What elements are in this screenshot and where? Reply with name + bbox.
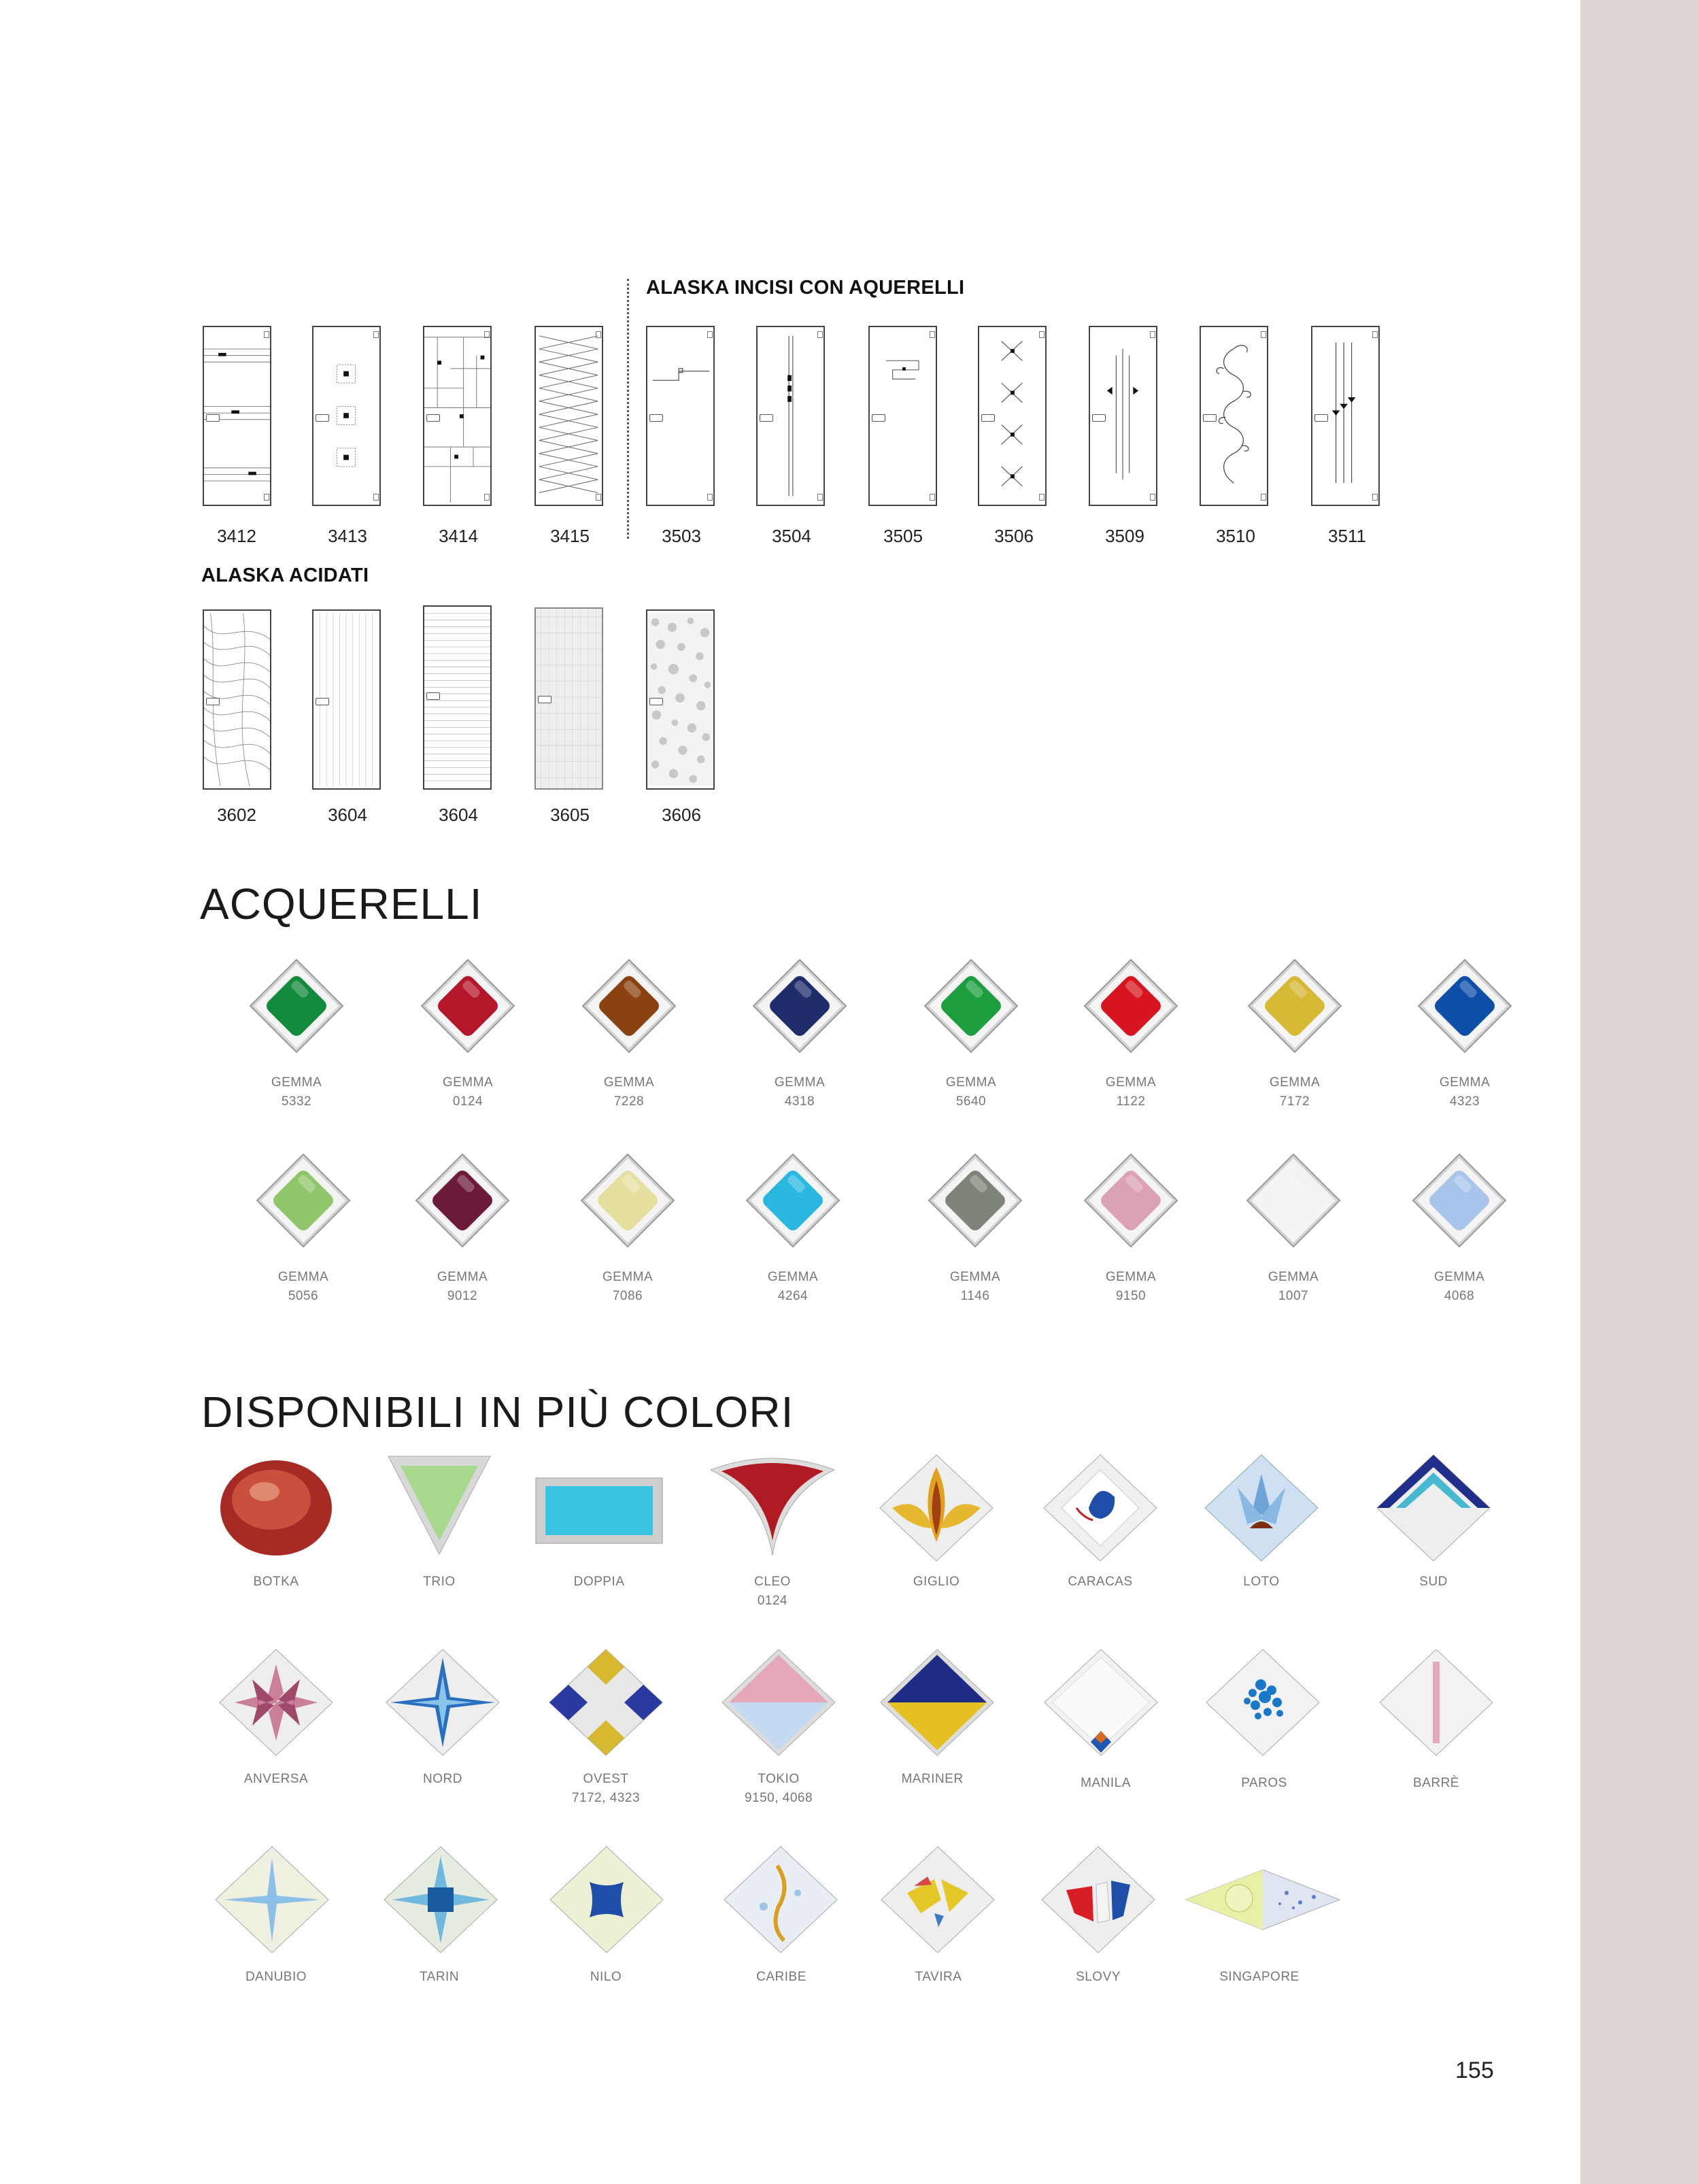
deco-danubio[interactable] — [207, 1845, 337, 1954]
door-code: 3604 — [439, 805, 478, 825]
door-handle — [538, 696, 551, 703]
door-3415[interactable] — [534, 326, 603, 506]
deco-tarin[interactable] — [376, 1845, 505, 1954]
gem-code: 0124 — [452, 1094, 483, 1109]
caribe-icon — [716, 1845, 845, 1954]
door-hinge — [264, 494, 269, 501]
gem-name: GEMMA — [774, 1075, 826, 1090]
door-3510[interactable] — [1200, 326, 1268, 506]
gem-label — [235, 1268, 371, 1306]
gem-swatch[interactable] — [1417, 958, 1512, 1054]
gem-swatch[interactable] — [1246, 1153, 1341, 1248]
gem-swatch[interactable] — [752, 958, 847, 1054]
door-handle — [649, 698, 663, 705]
gem-label — [907, 1268, 1043, 1306]
side-margin-band — [1580, 0, 1698, 2184]
door-3504[interactable] — [756, 326, 825, 506]
door-code: 3505 — [883, 526, 923, 546]
gem-name: GEMMA — [945, 1075, 997, 1090]
tokio-icon — [714, 1648, 843, 1757]
barre-icon — [1372, 1648, 1501, 1757]
gem-swatch[interactable] — [249, 958, 344, 1054]
deco-cleo[interactable] — [708, 1454, 837, 1562]
door-code: 3602 — [217, 805, 256, 825]
gem-name: GEMMA — [949, 1270, 1001, 1284]
colori-label: TRIO — [423, 1575, 456, 1589]
gem-icon — [256, 1153, 351, 1248]
gem-label — [1227, 1073, 1363, 1111]
gem-code: 7228 — [613, 1094, 645, 1109]
deco-caracas[interactable] — [1036, 1454, 1165, 1562]
gem-label — [1397, 1073, 1533, 1111]
door-hinge — [373, 331, 379, 338]
deco-anversa[interactable] — [211, 1648, 341, 1757]
deco-loto[interactable] — [1197, 1454, 1326, 1562]
gem-code: 7086 — [612, 1289, 643, 1303]
gem-name: GEMMA — [271, 1075, 322, 1090]
giglio-icon — [872, 1454, 1001, 1562]
gem-label — [561, 1073, 697, 1111]
singapore-icon — [1185, 1845, 1341, 1954]
gem-label — [394, 1268, 530, 1306]
gem-icon — [415, 1153, 510, 1248]
acquerelli-title: ACQUERELLI — [200, 879, 483, 928]
deco-trio[interactable] — [375, 1454, 504, 1562]
gem-swatch[interactable] — [420, 958, 515, 1054]
deco-slovy[interactable] — [1034, 1845, 1163, 1954]
door-code: 3604 — [328, 805, 367, 825]
deco-doppia[interactable] — [534, 1454, 664, 1562]
colori-label: GIGLIO — [913, 1575, 960, 1589]
gem-icon — [752, 958, 847, 1054]
colori-label: CARACAS — [1068, 1575, 1133, 1589]
gem-swatch[interactable] — [1083, 1153, 1178, 1248]
door-hinge — [817, 494, 823, 501]
colori-label: PAROS — [1241, 1776, 1287, 1790]
door-3606[interactable] — [646, 609, 715, 790]
colori-label: ANVERSA — [243, 1772, 309, 1786]
gem-code: 7172 — [1279, 1094, 1310, 1109]
gem-icon — [1417, 958, 1512, 1054]
door-3503[interactable] — [646, 326, 715, 506]
mariner-icon — [872, 1648, 1002, 1757]
anversa-icon — [211, 1648, 341, 1757]
loto-icon — [1197, 1454, 1326, 1562]
gem-code: 9150 — [1115, 1289, 1147, 1303]
gem-name: GEMMA — [1433, 1270, 1485, 1284]
door-code: 3503 — [662, 526, 701, 546]
door-hinge — [707, 494, 713, 501]
door-handle — [649, 414, 663, 422]
deco-tavira[interactable] — [873, 1845, 1002, 1954]
door-hinge — [484, 494, 490, 501]
colori-label: BOTKA — [253, 1575, 299, 1589]
gem-label — [1063, 1268, 1199, 1306]
colori-label: OVEST 7172, 4323 — [571, 1772, 641, 1805]
gem-name: GEMMA — [277, 1270, 329, 1284]
gem-swatch[interactable] — [928, 1153, 1023, 1248]
gem-name: GEMMA — [603, 1075, 655, 1090]
door-hinge — [817, 331, 823, 338]
deco-ovest[interactable] — [541, 1648, 670, 1757]
section-divider — [627, 279, 629, 539]
gem-name: GEMMA — [1268, 1270, 1319, 1284]
doppia-icon — [534, 1454, 664, 1562]
colori-label: DOPPIA — [573, 1575, 625, 1589]
page-number: 155 — [1455, 2057, 1494, 2083]
gem-name: GEMMA — [1269, 1075, 1321, 1090]
door-hinge — [484, 331, 490, 338]
gem-icon — [1412, 1153, 1507, 1248]
door-handle — [872, 414, 885, 422]
door-handle — [206, 414, 220, 422]
door-code: 3414 — [439, 526, 478, 546]
gem-icon — [580, 1153, 675, 1248]
danubio-icon — [207, 1845, 337, 1954]
gem-name: GEMMA — [442, 1075, 494, 1090]
door-3509[interactable] — [1089, 326, 1157, 506]
cleo-icon — [708, 1454, 837, 1562]
gem-icon — [1083, 1153, 1178, 1248]
colori-label: TARIN — [419, 1970, 460, 1984]
door-hinge — [707, 331, 713, 338]
gem-code: 5640 — [955, 1094, 987, 1109]
door-hinge — [596, 494, 601, 501]
door-hinge — [1150, 331, 1155, 338]
gem-code: 1122 — [1116, 1094, 1146, 1109]
door-hinge — [264, 331, 269, 338]
colori-label: SINGAPORE — [1219, 1970, 1300, 1984]
gem-icon — [420, 958, 515, 1054]
door-code: 3606 — [662, 805, 701, 825]
tarin-icon — [376, 1845, 505, 1954]
door-code: 3504 — [772, 526, 811, 546]
gem-label — [560, 1268, 696, 1306]
deco-barre[interactable] — [1372, 1648, 1501, 1757]
botka-icon — [211, 1454, 341, 1562]
door-handle — [1314, 414, 1328, 422]
colori-label: NORD — [423, 1772, 462, 1786]
gem-icon — [923, 958, 1019, 1054]
gem-icon — [1083, 958, 1178, 1054]
door-hinge — [1039, 331, 1045, 338]
gem-icon — [745, 1153, 840, 1248]
caracas-icon — [1036, 1454, 1165, 1562]
door-3604-b[interactable] — [423, 605, 492, 790]
gem-code: 1007 — [1278, 1289, 1309, 1303]
colori-label: TOKIO 9150, 4068 — [744, 1772, 813, 1805]
deco-caribe[interactable] — [716, 1845, 845, 1954]
door-handle — [206, 698, 220, 705]
ovest-icon — [541, 1648, 670, 1757]
gem-icon — [928, 1153, 1023, 1248]
door-3605[interactable] — [534, 607, 603, 790]
manila-icon — [1036, 1648, 1166, 1757]
door-pattern — [536, 327, 602, 505]
deco-botka[interactable] — [211, 1454, 341, 1562]
gem-name: GEMMA — [1439, 1075, 1491, 1090]
section-title-incisi: ALASKA INCISI CON AQUERELLI — [646, 277, 965, 299]
colori-label: SUD — [1419, 1575, 1448, 1589]
door-hinge — [1039, 494, 1045, 501]
door-3413[interactable] — [312, 326, 381, 506]
gem-code: 9012 — [447, 1289, 478, 1303]
gem-label — [725, 1268, 861, 1306]
nord-icon — [378, 1648, 507, 1757]
gem-label — [1063, 1073, 1199, 1111]
door-hinge — [596, 331, 601, 338]
gem-swatch[interactable] — [581, 958, 677, 1054]
gem-label — [903, 1073, 1039, 1111]
colori-label: CLEO 0124 — [754, 1575, 791, 1608]
gem-label — [400, 1073, 536, 1111]
door-3602[interactable] — [203, 609, 271, 790]
door-3505[interactable] — [868, 326, 937, 506]
gem-swatch[interactable] — [256, 1153, 351, 1248]
gem-code: 1146 — [960, 1289, 990, 1303]
deco-mariner[interactable] — [872, 1648, 1002, 1757]
door-3506[interactable] — [978, 326, 1047, 506]
door-handle — [426, 692, 440, 700]
section-title-acidati: ALASKA ACIDATI — [201, 565, 369, 586]
door-handle — [1092, 414, 1106, 422]
door-handle — [316, 414, 329, 422]
deco-giglio[interactable] — [872, 1454, 1001, 1562]
deco-nilo[interactable] — [542, 1845, 671, 1954]
gem-swatch[interactable] — [923, 958, 1019, 1054]
door-code: 3509 — [1105, 526, 1144, 546]
slovy-icon — [1034, 1845, 1163, 1954]
door-3414[interactable] — [423, 326, 492, 506]
door-hinge — [373, 494, 379, 501]
gem-code: 4323 — [1449, 1094, 1480, 1109]
gem-label — [1391, 1268, 1527, 1306]
gem-swatch[interactable] — [415, 1153, 510, 1248]
trio-icon — [375, 1454, 504, 1562]
gem-code: 4264 — [777, 1289, 809, 1303]
deco-nord[interactable] — [378, 1648, 507, 1757]
door-hinge — [1150, 494, 1155, 501]
gem-name: GEMMA — [1105, 1075, 1157, 1090]
deco-manila[interactable] — [1036, 1648, 1166, 1757]
gem-name: GEMMA — [1105, 1270, 1157, 1284]
door-3604[interactable] — [312, 609, 381, 790]
gem-code: 5056 — [288, 1289, 319, 1303]
door-handle — [1203, 414, 1217, 422]
door-3511[interactable] — [1311, 326, 1380, 506]
colori-label: LOTO — [1243, 1575, 1280, 1589]
door-hinge — [1372, 494, 1378, 501]
door-code: 3412 — [217, 526, 256, 546]
door-handle — [760, 414, 773, 422]
sud-icon — [1369, 1454, 1498, 1562]
colori-label: DANUBIO — [245, 1970, 307, 1984]
gem-swatch[interactable] — [1247, 958, 1342, 1054]
colori-label: CARIBE — [756, 1970, 806, 1984]
door-hinge — [1372, 331, 1378, 338]
gem-swatch[interactable] — [580, 1153, 675, 1248]
deco-paros[interactable] — [1198, 1648, 1327, 1757]
colori-label: MANILA — [1081, 1776, 1131, 1790]
gem-icon — [1247, 958, 1342, 1054]
colori-label: NILO — [590, 1970, 622, 1984]
colori-label: TAVIRA — [915, 1970, 962, 1984]
door-hinge — [930, 494, 935, 501]
door-hinge — [1261, 331, 1266, 338]
deco-singapore[interactable] — [1185, 1845, 1341, 1954]
door-handle — [316, 698, 329, 705]
gem-name: GEMMA — [437, 1270, 488, 1284]
tavira-icon — [873, 1845, 1002, 1954]
door-hinge — [1261, 494, 1266, 501]
colori-label: BARRÈ — [1413, 1776, 1459, 1790]
door-3412[interactable] — [203, 326, 271, 506]
door-handle — [981, 414, 995, 422]
colori-title: DISPONIBILI IN PIÙ COLORI — [201, 1388, 794, 1437]
door-code: 3506 — [994, 526, 1034, 546]
door-code: 3510 — [1216, 526, 1255, 546]
door-code: 3605 — [550, 805, 590, 825]
gem-label — [1225, 1268, 1361, 1306]
paros-icon — [1198, 1648, 1327, 1757]
gem-swatch[interactable] — [1083, 958, 1178, 1054]
door-code: 3415 — [550, 526, 590, 546]
gem-code: 4318 — [784, 1094, 815, 1109]
door-code: 3413 — [328, 526, 367, 546]
door-hinge — [930, 331, 935, 338]
colori-label: SLOVY — [1076, 1970, 1121, 1984]
gem-name: GEMMA — [602, 1270, 653, 1284]
door-code: 3511 — [1328, 526, 1366, 546]
gem-label — [228, 1073, 364, 1111]
deco-sud[interactable] — [1369, 1454, 1498, 1562]
deco-tokio[interactable] — [714, 1648, 843, 1757]
gem-code: 5332 — [281, 1094, 312, 1109]
gem-name: GEMMA — [767, 1270, 819, 1284]
nilo-icon — [542, 1845, 671, 1954]
door-handle — [426, 414, 440, 422]
gem-code: 4068 — [1444, 1289, 1475, 1303]
gem-icon — [1246, 1153, 1341, 1248]
gem-icon — [249, 958, 344, 1054]
gem-label — [732, 1073, 868, 1111]
colori-label: MARINER — [901, 1772, 964, 1786]
gem-icon — [581, 958, 677, 1054]
gem-swatch[interactable] — [745, 1153, 840, 1248]
gem-swatch[interactable] — [1412, 1153, 1507, 1248]
